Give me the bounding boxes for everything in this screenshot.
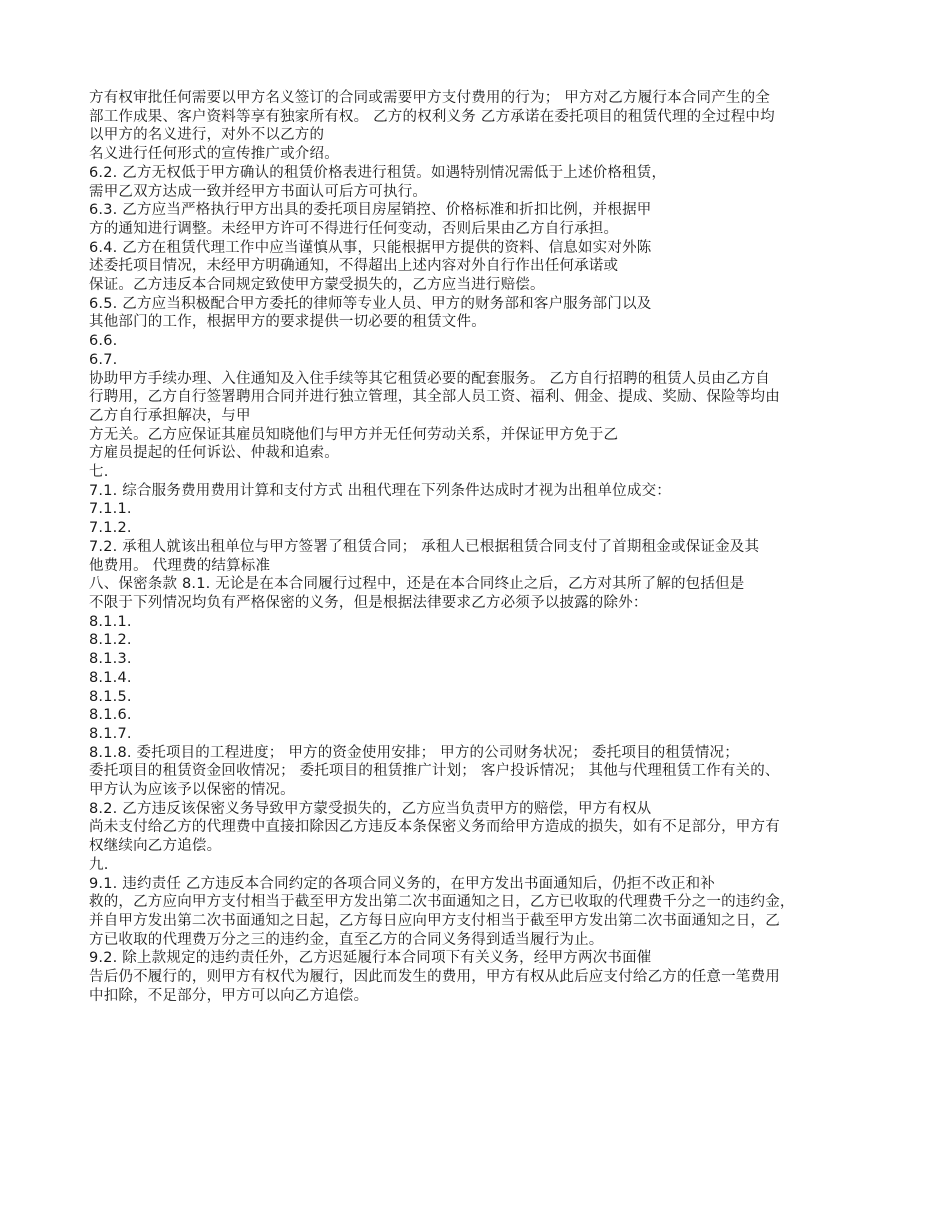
text-line: 并自甲方发出第二次书面通知之日起，乙方每日应向甲方支付相当于截至甲方发出第二次书面通知之日，乙 (89, 912, 780, 929)
text-line: 6.2. 乙方无权低于甲方确认的租赁价格表进行租赁。如遇特别情况需低于上述价格租赁， (89, 164, 667, 181)
text-line: 8.2. 乙方违反该保密义务导致甲方蒙受损失的，乙方应当负责甲方的赔偿，甲方有权从 (89, 800, 652, 817)
text-line: 7.1.1. (89, 501, 132, 518)
text-line: 协助甲方手续办理、入住通知及入住手续等其它租赁必要的配套服务。 乙方自行招聘的租赁人员由乙方自 (89, 370, 771, 387)
text-line: 其他部门的工作，根据甲方的要求提供一切必要的租赁文件。 (89, 314, 486, 331)
text-line: 尚未支付给乙方的代理费中直接扣除因乙方违反本条保密义务而给甲方造成的损失，如有不足部分，甲方有 (89, 819, 780, 836)
text-line: 方已收取的代理费万分之三的违约金，直至乙方的合同义务得到适当履行为止。 (89, 931, 604, 948)
text-line: 8.1.2. (89, 632, 132, 649)
text-line: 方有权审批任何需要以甲方名义签订的合同或需要甲方支付费用的行为； 甲方对乙方履行本合同产生的全 (89, 90, 771, 106)
text-line: 部工作成果、客户资料等享有独家所有权。 乙方的权利义务 乙方承诺在委托项目的租赁代理的全过程中均 (89, 108, 775, 125)
text-line: 方雇员提起的任何诉讼、仲裁和追索。 (89, 445, 339, 462)
text-line: 方无关。乙方应保证其雇员知晓他们与甲方并无任何劳动关系，并保证甲方免于乙 (89, 426, 619, 443)
text-line: 6.7. (89, 351, 118, 368)
text-line: 甲方认为应该予以保密的情况。 (89, 782, 295, 799)
text-line: 7.2. 承租人就该出租单位与甲方签署了租赁合同； 承租人已根据租赁合同支付了首期租金或保证金及其 (89, 538, 760, 555)
section-heading: 九. (89, 856, 109, 873)
text-line: 7.1.2. (89, 520, 132, 537)
text-line: 8.1.6. (89, 707, 132, 724)
text-line: 8.1.1. (89, 613, 132, 630)
text-line: 乙方自行承担解决，与甲 (89, 407, 251, 424)
text-line: 以甲方的名义进行，对外不以乙方的 (89, 127, 325, 144)
text-line: 救的，乙方应向甲方支付相当于截至甲方发出第二次书面通知之日，乙方已收取的代理费千分之一的违约金， (89, 894, 795, 911)
text-line: 6.5. 乙方应当积极配合甲方委托的律师等专业人员、甲方的财务部和客户服务部门以及 (89, 295, 652, 312)
text-line: 需甲乙双方达成一致并经甲方书面认可后方可执行。 (89, 183, 428, 200)
section-heading: 七. (89, 464, 109, 481)
text-line: 告后仍不履行的，则甲方有权代为履行，因此而发生的费用，甲方有权从此后应支付给乙方的任意一笔费用 (89, 969, 780, 986)
text-line: 述委托项目情况，未经甲方明确通知，不得超出上述内容对外自行作出任何承诺或 (89, 258, 619, 275)
text-line: 不限于下列情况均负有严格保密的义务，但是根据法律要求乙方必须予以披露的除外： (89, 594, 648, 611)
text-line: 6.6. (89, 333, 118, 350)
text-line: 权继续向乙方追偿。 (89, 838, 222, 855)
text-line: 行聘用，乙方自行签署聘用合同并进行独立管理，其全部人员工资、福利、佣金、提成、奖励、保险等均由 (89, 389, 780, 406)
text-line: 保证。乙方违反本合同规定致使甲方蒙受损失的，乙方应当进行赔偿。 (89, 277, 545, 294)
text-line: 8.1.5. (89, 688, 132, 705)
text-line: 方的通知进行调整。未经甲方许可不得进行任何变动，否则后果由乙方自行承担。 (89, 220, 619, 237)
text-line: 委托项目的租赁资金回收情况； 委托项目的租赁推广计划； 客户投诉情况； 其他与代理租赁工作有关的、 (89, 763, 780, 780)
text-line: 8.1.8. 委托项目的工程进度； 甲方的资金使用安排； 甲方的公司财务状况； 委托项目的租赁情况； (89, 744, 739, 761)
text-line: 他费用。 代理费的结算标准 (89, 557, 271, 574)
text-line: 9.2. 除上款规定的违约责任外，乙方迟延履行本合同项下有关义务，经甲方两次书面催 (89, 950, 652, 967)
text-line: 8.1.4. (89, 669, 132, 686)
text-line: 6.3. 乙方应当严格执行甲方出具的委托项目房屋销控、价格标准和折扣比例，并根据甲 (89, 202, 652, 219)
text-line: 名义进行任何形式的宣传推广或介绍。 (89, 146, 339, 163)
text-line: 7.1. 综合服务费用费用计算和支付方式 出租代理在下列条件达成时才视为出租单位成交： (89, 482, 671, 499)
text-line: 6.4. 乙方在租赁代理工作中应当谨慎从事，只能根据甲方提供的资料、信息如实对外陈 (89, 239, 652, 256)
text-line: 8.1.3. (89, 651, 132, 668)
text-line: 八、保密条款 8.1. 无论是在本合同履行过程中，还是在本合同终止之后，乙方对其所了解的包括但是 (89, 576, 745, 593)
text-line: 中扣除，不足部分，甲方可以向乙方追偿。 (89, 987, 369, 1004)
text-line: 9.1. 违约责任 乙方违反本合同约定的各项合同义务的，在甲方发出书面通知后，仍拒不改正和补 (89, 875, 716, 892)
text-line: 8.1.7. (89, 725, 132, 742)
document-page (89, 89, 869, 1005)
